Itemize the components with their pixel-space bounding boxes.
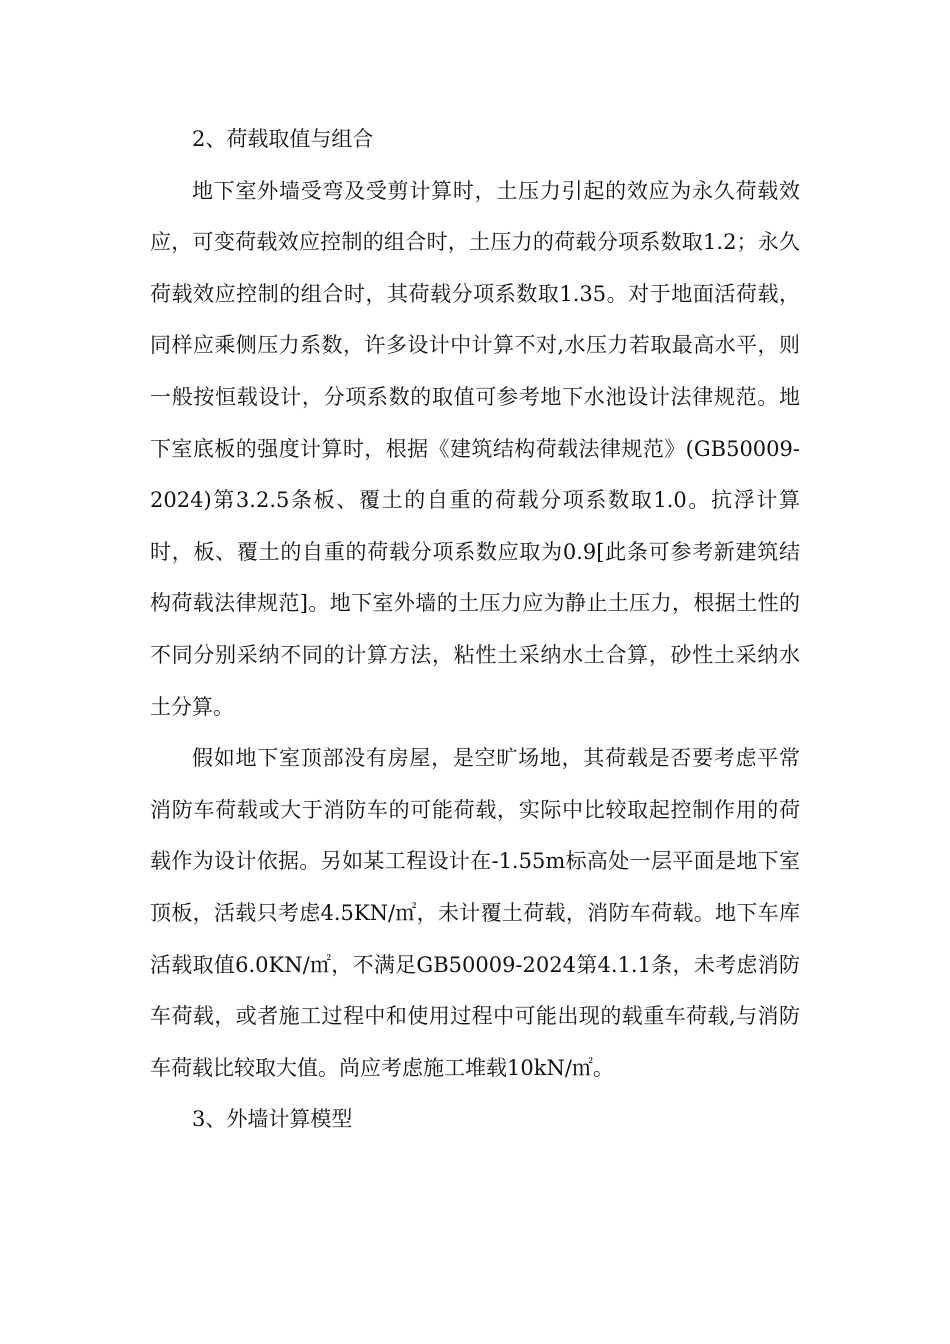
section-3-heading: 3、外墙计算模型 — [192, 1107, 353, 1132]
section-2-heading: 2、荷载取值与组合 — [192, 127, 374, 151]
document-body — [150, 114, 800, 1146]
paragraph-load-combination: 地下室外墙受弯及受剪计算时，土压力引起的效应为永久荷载效应，可变荷载效应控制的组合时，土压力的荷载分项系数取1.2；永久荷载效应控制的组合时，其荷载分项系数取1.35。对于地面活荷载，同样应乘侧压力系数，许多设计中计算不对,水压力若取最高水平，则一般按恒载设计，分项系数的取值可参考地下水池设计法律规范。地下室底板的强度计算时，根据《建筑结构荷载法律规范》(GB50009-2024)第3.2.5条板、覆土的自重的荷载分项系数取1.0。抗浮计算时，板、覆土的自重的荷载分项系数应取为0.9[此条可参考新建筑结构荷载法律规范]。地下室外墙的土压力应为静止土压力，根据土性的不同分别采纳不同的计算方法，粘性土采纳水土合算，砂性土采纳水土分算。 — [150, 178, 800, 719]
paragraph-fire-truck-load: 假如地下室顶部没有房屋，是空旷场地，其荷载是否要考虑平常消防车荷载或大于消防车的可能荷载，实际中比较取起控制作用的荷载作为设计依据。另如某工程设计在-1.55m标高处一层平面是地下室顶板，活载只考虑4.5KN/㎡，未计覆土荷载，消防车荷载。地下车库活载取值6.0KN/㎡，不满足GB50009-2024第4.1.1条，未考虑消防车荷载，或者施工过程中和使用过程中可能出现的载重车荷载,与消防车荷载比较取大值。尚应考虑施工堆载10kN/㎡。 — [150, 746, 800, 1080]
